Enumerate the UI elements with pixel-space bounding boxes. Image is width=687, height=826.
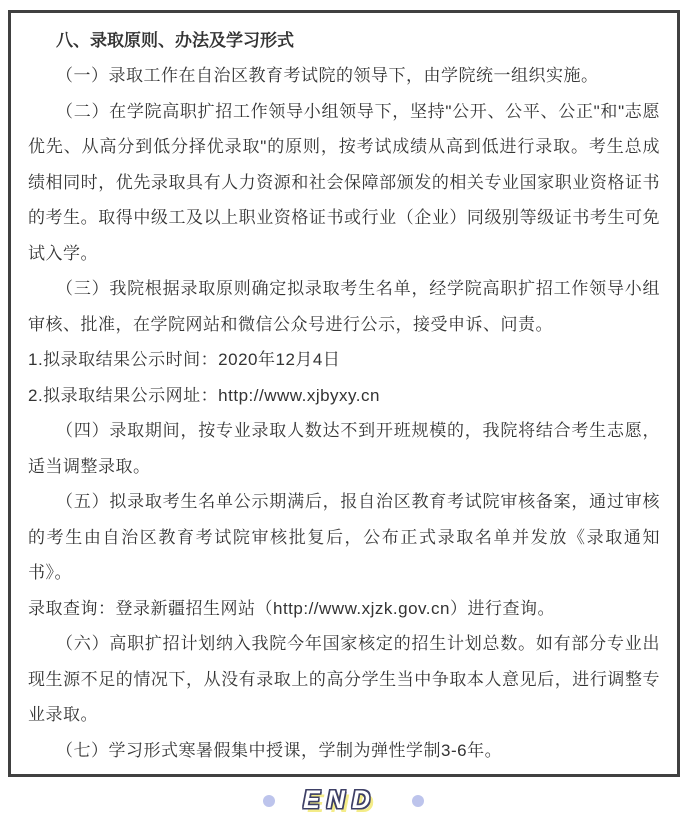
paragraph: （一）录取工作在自治区教育考试院的领导下，由学院统一组织实施。 xyxy=(56,66,599,85)
paragraph: （六）高职扩招计划纳入我院今年国家核定的招生计划总数。如有部分专业出现生源不足的情况下，从没有录取上的高分学生当中争取本人意见后，进行调整专业录取。 xyxy=(28,634,660,724)
right-dot-icon xyxy=(412,795,424,807)
document-body xyxy=(28,58,660,777)
paragraph: 录取查询：登录新疆招生网站（http://www.xjzk.gov.cn）进行查询。 xyxy=(28,598,555,618)
document-container xyxy=(8,10,680,777)
left-dot-icon xyxy=(263,795,275,807)
end-label: END xyxy=(303,786,377,814)
paragraph: （三）我院根据录取原则确定拟录取考生名单，经学院高职扩招工作领导小组审核、批准，在学院网站和微信公众号进行公示，接受申诉、问责。 xyxy=(28,279,660,334)
end-decoration xyxy=(0,786,687,815)
paragraph: （二）在学院高职扩招工作领导小组领导下，坚持"公开、公平、公正"和"志愿优先、从高分到低分择优录取"的原则，按考试成绩从高到低进行录取。考生总成绩相同时，优先录取具有人力资源和社会保障部颁发的相关专业国家职业资格证书的考生。取得中级工及以上职业资格证书或行业（企业）同级别等级证书考生可免试入学。 xyxy=(28,101,660,263)
paragraph: （七）学习形式寒暑假集中授课，学制为弹性学制3-6年。 xyxy=(56,740,503,760)
paragraph xyxy=(28,768,660,777)
paragraph: （四）录取期间，按专业录取人数达不到开班规模的，我院将结合考生志愿，适当调整录取。 xyxy=(28,421,660,476)
paragraph: 1.拟录取结果公示时间：2020年12月4日 xyxy=(28,350,341,369)
section-title: 八、录取原则、办法及学习形式 xyxy=(56,31,295,50)
paragraph: 2.拟录取结果公示网址：http://www.xjbyxy.cn xyxy=(28,385,380,405)
paragraph: （五）拟录取考生名单公示期满后，报自治区教育考试院审核备案，通过审核的考生由自治区教育考试院审核批复后，公布正式录取名单并发放《录取通知书》。 xyxy=(28,492,660,582)
